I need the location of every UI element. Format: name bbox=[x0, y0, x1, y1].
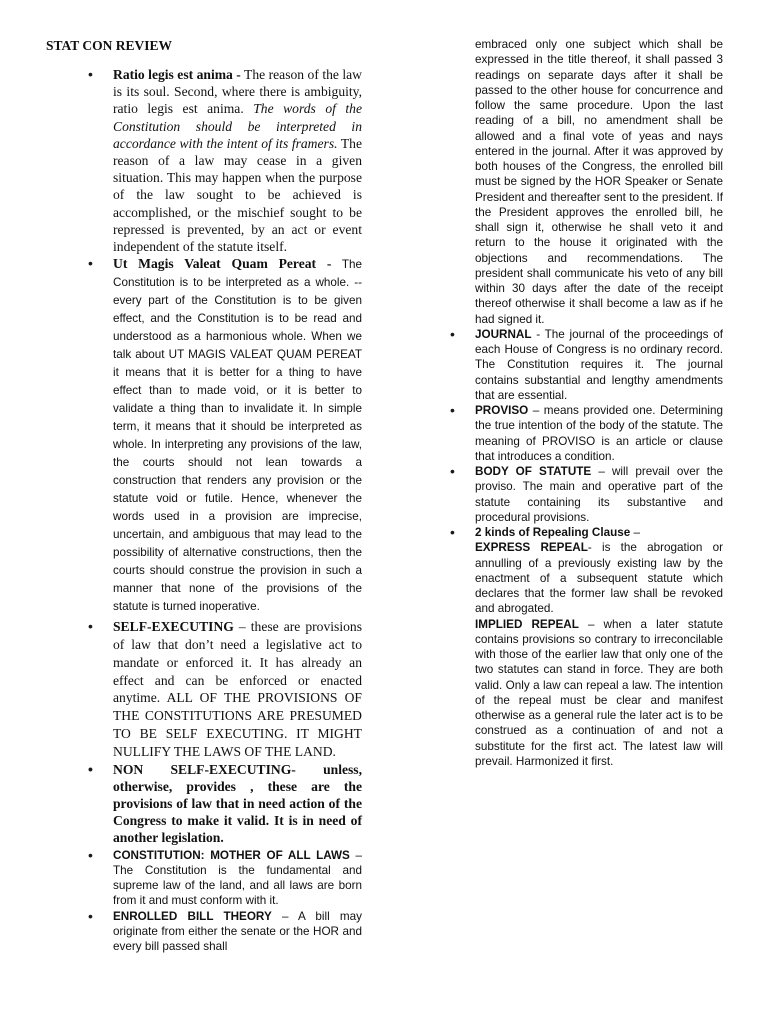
list-item-constitution bbox=[86, 848, 362, 909]
term-italic-text: The words of the Constitution should be interpreted in accordance with the intent of its framers. bbox=[113, 101, 362, 151]
list-item-body-of-statute bbox=[448, 464, 723, 525]
express-repeal-text: - is the abrogation or annulling of a previously existing law by the enactment of a subsequent statute which declares that the former law shall be revoked and abrogated. bbox=[475, 541, 723, 616]
term-text: – will prevail over the proviso. The main and operative part of the statute containing its substantive and procedural provisions. bbox=[475, 465, 723, 524]
term-heading: 2 kinds of Repealing Clause bbox=[475, 526, 631, 539]
term-heading: JOURNAL bbox=[475, 327, 532, 341]
left-bullet-list bbox=[86, 66, 362, 954]
list-item-ratio-legis bbox=[86, 66, 362, 255]
term-text: NON SELF-EXECUTING- unless, otherwise, provides , these are the provisions of law that in need action of the Congress to make it valid. It is in need of another legislation. bbox=[113, 761, 362, 846]
right-bullet-list bbox=[448, 327, 723, 769]
term-heading: ENROLLED BILL THEORY bbox=[113, 909, 272, 923]
implied-repeal-text: – when a later statute contains provisions so contrary to irreconcilable with those of the earlier law that only one of the two statutes can stand in force. They are both valid. Only a law can repeal a law. The intention of the repeal must be clear and manifest otherwise as a general rule the later act is to be construed as a continuation of and not a substitute for the first act. The latest law will prevail. Harmonized it first. bbox=[475, 617, 724, 768]
left-column bbox=[86, 66, 362, 954]
express-repeal-heading: EXPRESS REPEAL bbox=[475, 541, 588, 555]
enrolled-bill-continuation: embraced only one subject which shall be expressed in the title thereof, it shall passed 3 readings on separate days after it shall be passed to the other house for concurrence and follow the same procedure. Upon the last reading of a bill, no amendment shall be allowed and a final vote of yeas and nays entered in the journal. After it was approved by both houses of the Congress, the enrolled bill must be signed by the HOR Speaker or Senate President and thereafter sent to the president. If the President approves the enrolled bill, he shall sign it, otherwise he shall veto it and return to the house it originated with the objections and recommendations. The president shall communicate his veto of any bill within 30 days after the date of the receipt thereof otherwise it shall become a law as if he had signed it. bbox=[475, 38, 723, 326]
list-item-proviso bbox=[448, 403, 723, 464]
term-heading: CONSTITUTION: MOTHER OF ALL LAWS bbox=[113, 848, 350, 862]
list-item-repealing-clause bbox=[448, 525, 723, 769]
term-heading: Ut Magis Valeat Quam Pereat - bbox=[113, 256, 332, 272]
term-text: – A bill may originate from either the senate or the HOR and every bill passed shall bbox=[113, 909, 362, 954]
term-heading: PROVISO bbox=[475, 404, 529, 417]
list-item-journal bbox=[448, 327, 723, 403]
term-text: – The Constitution is the fundamental and supreme law of the land, and all laws are born from it and must conform with it. bbox=[113, 848, 362, 908]
right-column bbox=[448, 37, 723, 769]
term-text: – these are provisions of law that don’t need a legislative act to mandate or enforced it. It has already an effect and can be enforced or enacted anytime. ALL OF THE PROVISIONS OF THE CONSTITUTIONS ARE PRESUMED TO BE SELF EXECUTING. IT MIGHT NULLIFY THE LAWS OF THE LAND. bbox=[113, 619, 362, 759]
term-text: The reason of the law is its soul. Second, where there is ambiguity, ratio legis est anima. bbox=[113, 67, 362, 117]
term-text: – bbox=[630, 526, 640, 539]
list-item-ut-magis bbox=[86, 255, 362, 615]
document-title: STAT CON REVIEW bbox=[46, 38, 173, 53]
term-text: The reason of a law may cease in a given situation. This may happen when the purpose of the law sought to be achieved is accomplished, or the mischief sought to be repressed is prevented, by an act or event independent of the statute itself. bbox=[113, 135, 362, 255]
list-item-non-self-executing bbox=[86, 761, 362, 847]
term-heading: BODY OF STATUTE bbox=[475, 465, 592, 478]
term-heading: Ratio legis est anima - bbox=[113, 67, 241, 82]
term-heading: SELF-EXECUTING bbox=[113, 619, 234, 635]
term-text: The Constitution is to be interpreted as a whole. -- every part of the Constitution is to be given effect, and the Constitution is to be read and understood as a harmonious whole. When we talk about UT MAGIS VALEAT QUAM PEREAT it means that it is better for a thing to have effect than to made void, or it is better to validate a thing than to invalidate it. In simple term, it means that it should be interpreted as whole. In interpreting any provisions of the law, the courts should not lean towards a construction that renders any provision or the statute void or futile. Hence, whenever the words used in a provision are imprecise, uncertain, and ambiguous that may lead to the possibility of alternative constructions, then the courts should construe the provision in such a manner that none of the provisions of the statute is turned inoperative. bbox=[113, 258, 362, 614]
term-text: – means provided one. Determining the true intention of the body of the statute. The meaning of PROVISO is an article or clause that introduces a condition. bbox=[475, 404, 723, 463]
list-item-enrolled-bill bbox=[86, 909, 362, 955]
list-item-self-executing bbox=[86, 618, 362, 760]
implied-repeal-heading: IMPLIED REPEAL bbox=[475, 617, 579, 631]
term-text: - The journal of the proceedings of each House of Congress is no ordinary record. The Constitution requires it. The journal contains substantial and lengthy amendments that are essential. bbox=[475, 327, 723, 402]
